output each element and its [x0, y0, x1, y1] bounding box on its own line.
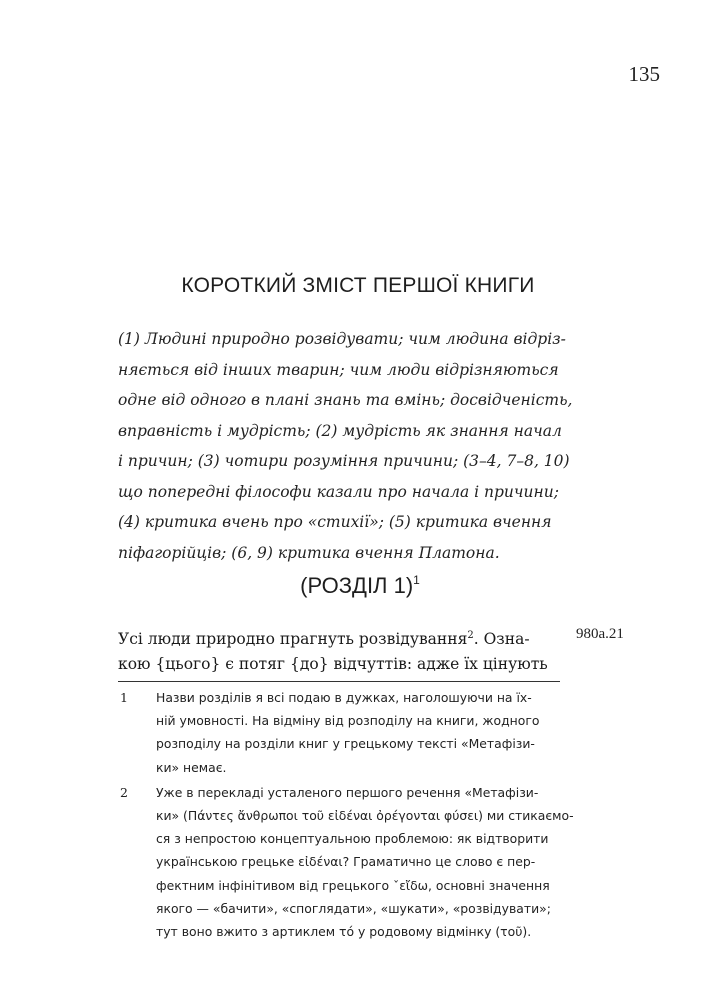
footnote-line: українською грецьке εἰδέναι? Граматично це слово є пер-	[156, 854, 536, 870]
footnote-number: 2	[120, 784, 128, 800]
summary-line: що попередні філософи казали про начала і причини;	[118, 482, 559, 501]
footnote-line: якого — «бачити», «споглядати», «шукати», «розвідувати»;	[156, 900, 551, 916]
main-text-line1-end: . Озна-	[473, 630, 530, 648]
footnote	[118, 781, 574, 943]
footnote-line: ки» немає.	[156, 759, 227, 775]
summary-line: (4) критика вчень про «стихії»; (5) критика вчення	[118, 513, 552, 531]
main-text-line2: кою {цього} є потяг {до} відчуттів: адже їх цінують	[118, 655, 548, 673]
footnote-divider	[118, 681, 560, 682]
summary-line: піфагорійців; (6, 9) критика вчення Платона.	[118, 543, 500, 562]
footnote-line: Назви розділів я всі подаю в дужках, наголошуючи на їх-	[156, 690, 532, 705]
main-text-line	[118, 622, 560, 650]
summary-line: вправність і мудрість; (2) мудрість як знання начал	[118, 421, 562, 440]
footnote-line: розподілу на розділи книг у грецькому тексті «Метафізи-	[156, 736, 535, 752]
footnote-number: 1	[120, 690, 128, 705]
main-text-line1: Усі люди природно прагнуть розвідування	[118, 630, 468, 648]
summary-line: і причин; (3) чотири розуміння причини; (3–4, 7–8, 10)	[118, 452, 570, 470]
summary-line: одне від одного в плані знань та вмінь; досвідченість,	[118, 391, 573, 409]
summary-line: (1) Людині природно розвідувати; чим людина відріз-	[118, 330, 566, 348]
chapter-title: (РОЗДІЛ 1)	[300, 573, 414, 598]
summary-title: КОРОТКИЙ ЗМІСТ ПЕРШОЇ КНИГИ	[181, 274, 535, 297]
summary-line: няється від інших тварин; чим люди відрізняються	[118, 360, 559, 379]
footnote-line: ки» (Πάντες ἄνθρωποι τοῦ εἰδέναι ὀρέγονται φύσει) ми стикаємо-	[156, 807, 574, 823]
summary-text	[118, 324, 573, 568]
chapter-footnote-marker: 1	[413, 573, 420, 587]
footnote	[118, 686, 564, 779]
margin-reference: 980a.21	[576, 626, 624, 642]
footnote-line: тут воно вжито з артиклем τό у родовому відмінку (τοῦ).	[156, 923, 532, 939]
page-number: 135	[628, 62, 660, 86]
footnote-line: ній умовності. На відміну від розподілу на книги, жодного	[156, 713, 540, 729]
footnotes	[118, 686, 574, 945]
main-text	[118, 622, 560, 678]
footnote-line: фектним інфінітивом від грецького ˇεἴδω, основні значення	[156, 877, 550, 893]
footnote-line: ся з непростою концептуальною проблемою: як відтворити	[156, 831, 549, 847]
footnote-marker: 2	[467, 630, 474, 641]
chapter-heading	[250, 573, 470, 599]
footnote-line: Уже в перекладі усталеного першого речення «Метафізи-	[156, 784, 539, 800]
